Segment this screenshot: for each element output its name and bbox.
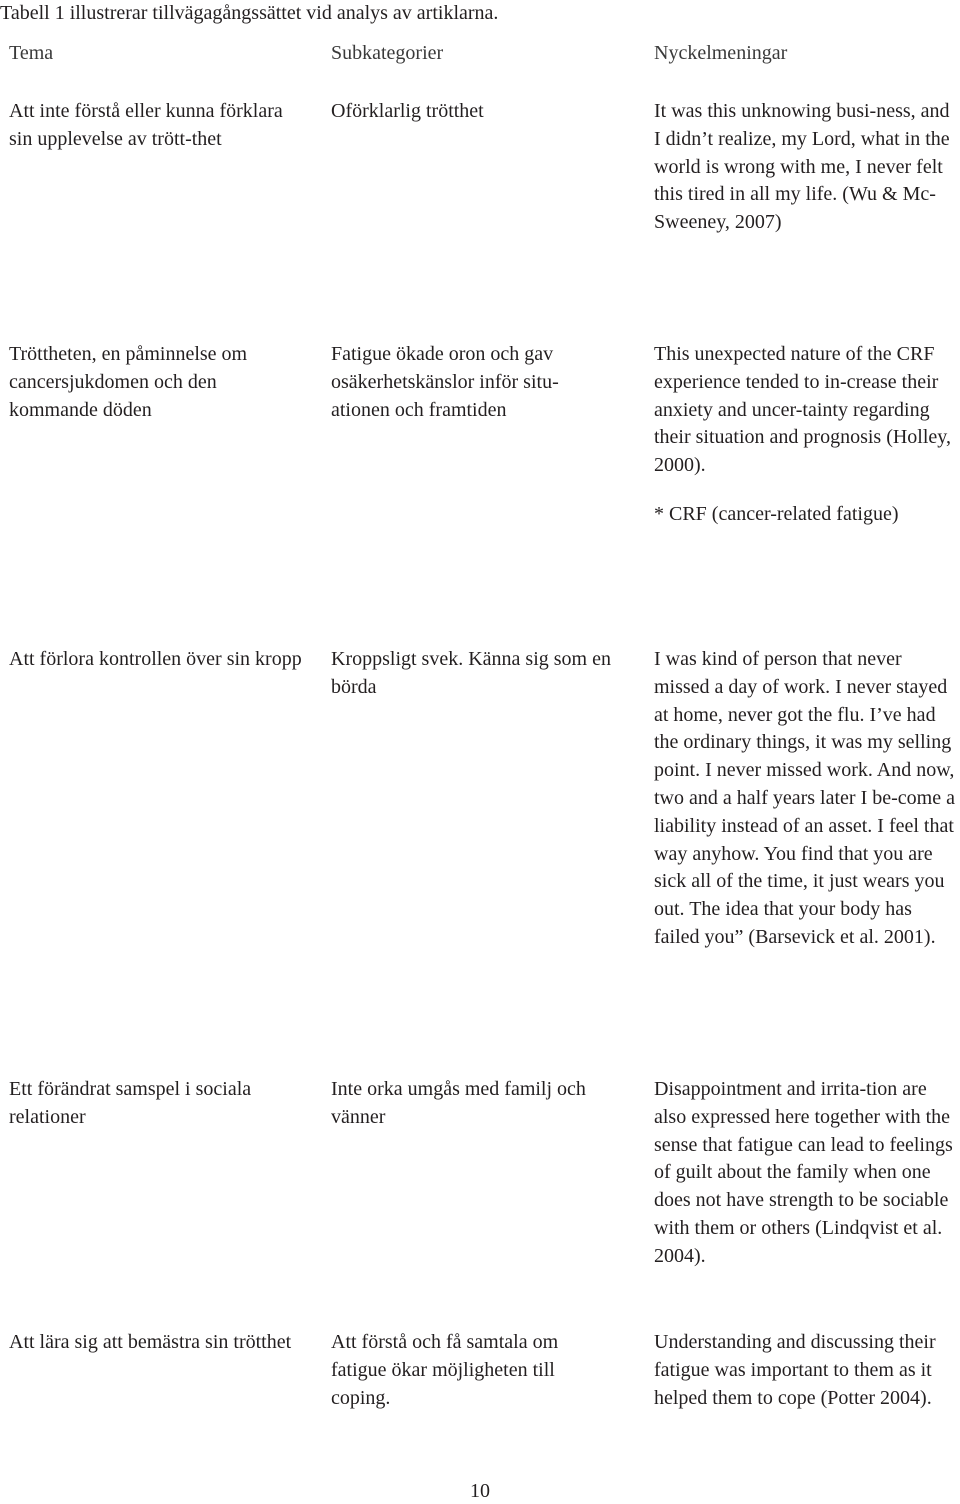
row-2-nyckelmening: This unexpected nature of the CRF experience tended to in-crease their anxiety and uncer-tainty regarding their situation and prognosis (Holley, 2000). <box>654 343 951 477</box>
row-4-tema: Ett förändrat samspel i sociala relationer <box>9 1078 252 1128</box>
row-5-nyckelmening: Understanding and discussing their fatigue was important to them as it helped them to cope (Potter 2004). <box>654 1331 936 1409</box>
row-5-subkategori: Att förstå och få samtala om fatigue ökar möjligheten till coping. <box>331 1331 559 1409</box>
header-tema: Tema <box>9 42 54 64</box>
row-2-footnote: * CRF (cancer-related fatigue) <box>654 503 899 525</box>
header-subkategorier: Subkategorier <box>331 42 444 64</box>
row-3-nyckelmening: I was kind of person that never missed a day of work. I never stayed at home, never got the flu. I’ve had the ordinary things, it was my selling point. I never missed work. And now, two and a half years later I be-come a liability instead of an asset. I feel that way anyhow. You find that you are sick all of the time, it just wears you out. The idea that your body has failed you” (Barsevick et al. 2001). <box>654 648 955 948</box>
row-2-tema: Tröttheten, en påminnelse om cancersjukdomen och den kommande döden <box>9 343 248 421</box>
row-2-subkategori: Fatigue ökade oron och gav osäkerhetskänslor inför situ-ationen och framtiden <box>331 343 559 421</box>
header-nyckelmeningar: Nyckelmeningar <box>654 42 788 64</box>
page-number: 10 <box>470 1480 490 1502</box>
row-1-tema: Att inte förstå eller kunna förklara sin upplevelse av trött-thet <box>9 100 283 150</box>
row-4-nyckelmening: Disappointment and irrita-tion are also expressed here together with the sense that fatigue can lead to feelings of guilt about the family when one does not have strength to be sociable with them or others (Lindqvist et al. 2004). <box>654 1078 953 1267</box>
row-3-subkategori: Kroppsligt svek. Känna sig som en börda <box>331 648 611 698</box>
row-1-nyckelmening: It was this unknowing busi-ness, and I didn’t realize, my Lord, what in the world is wrong with me, I never felt this tired in all my life. (Wu & Mc-Sweeney, 2007) <box>654 100 950 234</box>
table-caption: Tabell 1 illustrerar tillvägagångssättet vid analys av artiklarna. <box>0 2 499 24</box>
row-3-tema: Att förlora kontrollen över sin kropp <box>9 648 302 670</box>
row-5-tema: Att lära sig att bemästra sin trötthet <box>9 1331 292 1353</box>
row-1-subkategori: Oförklarlig trötthet <box>331 100 484 122</box>
row-4-subkategori: Inte orka umgås med familj och vänner <box>331 1078 586 1128</box>
